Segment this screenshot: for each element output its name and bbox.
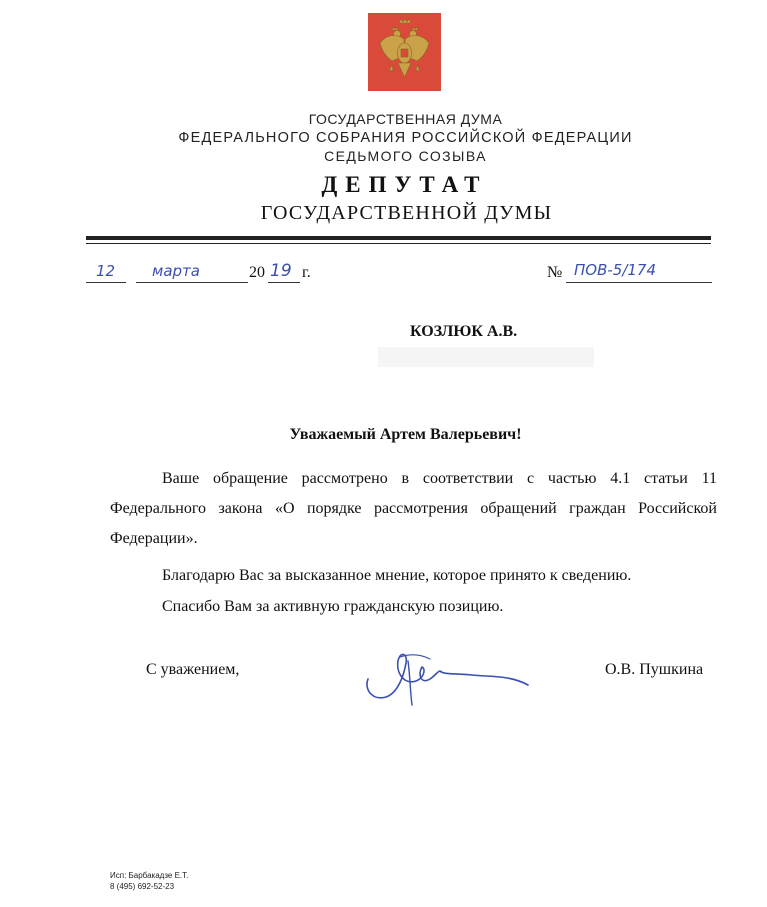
letter-paragraph-3: Спасибо Вам за активную гражданскую позицию. xyxy=(162,598,504,615)
letter-paragraph-1: Ваше обращение рассмотрено в соответствии с частью 4.1 статьи 11 Федерального закона «О порядке рассмотрения обращений граждан Российской Федерации». xyxy=(110,470,717,547)
coat-of-arms-emblem xyxy=(368,13,441,91)
footer-phone: 8 (495) 692-52-23 xyxy=(110,882,175,891)
russian-coat-of-arms-icon xyxy=(368,13,441,91)
header-subtitle-duma: ГОСУДАРСТВЕННОЙ ДУМЫ xyxy=(260,202,553,224)
date-year-underline xyxy=(268,282,300,283)
header-title-deputy: ДЕПУТАТ xyxy=(321,172,488,197)
redacted-address-block xyxy=(378,347,594,367)
date-year-unit: г. xyxy=(302,264,311,281)
date-year-suffix: 19 xyxy=(270,261,292,281)
date-month: марта xyxy=(152,262,200,280)
header-line-federal-assembly: ФЕДЕРАЛЬНОГО СОБРАНИЯ РОССИЙСКОЙ ФЕДЕРАЦИИ xyxy=(178,130,633,146)
header-divider-thin xyxy=(86,243,711,244)
date-day: 12 xyxy=(96,262,116,280)
letter-greeting: Уважаемый Артем Валерьевич! xyxy=(289,426,522,443)
date-year-prefix: 20 xyxy=(249,264,265,281)
header-line-state-duma: ГОСУДАРСТВЕННАЯ ДУМА xyxy=(308,111,503,127)
header-line-convocation: СЕДЬМОГО СОЗЫВА xyxy=(324,148,487,164)
signatory-name: О.В. Пушкина xyxy=(605,661,704,678)
header-divider-thick xyxy=(86,236,711,240)
letter-closing: С уважением, xyxy=(146,661,240,678)
date-day-underline xyxy=(86,282,126,283)
date-month-underline xyxy=(136,282,248,283)
letter-paragraph-2: Благодарю Вас за высказанное мнение, которое принято к сведению. xyxy=(162,567,632,584)
addressee-name: КОЗЛЮК А.В. xyxy=(410,323,518,340)
document-number: ПОВ-5/174 xyxy=(574,261,657,279)
handwritten-signature xyxy=(360,645,540,715)
number-prefix: № xyxy=(547,264,563,281)
signature-icon xyxy=(360,645,540,715)
document-number-underline xyxy=(566,282,712,283)
footer-executor: Исп: Барбакадзе Е.Т. xyxy=(110,871,189,880)
